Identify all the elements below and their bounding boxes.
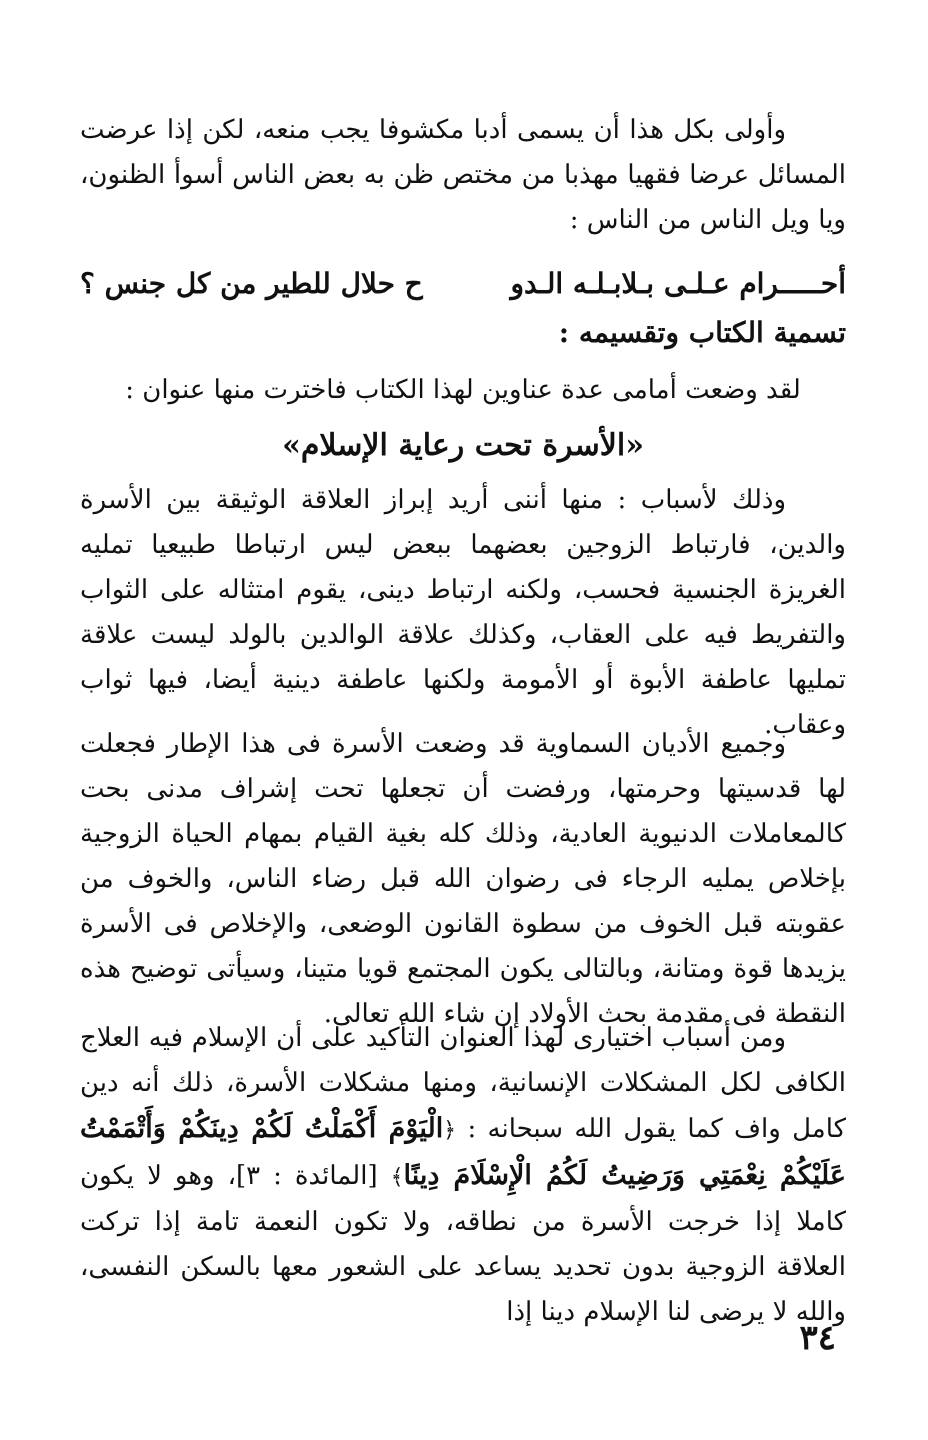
verse-first-hemistich: أحـــــرام عـلـى بـلابـلـه الـدو: [510, 266, 846, 300]
verse-second-hemistich: ح حلال للطير من كل جنس ؟: [80, 266, 423, 300]
paragraph-title-choice-start: ومن أسباب اختيارى لهذا العنوان التأكيد على أن الإسلام فيه العلاج الكافى لكل المشكلات الإنسانية، ومنها مشكلات الأسرة، ذلك أنه دين كامل واف كما يقول الله سبحانه :: [80, 1023, 847, 1144]
quran-open-bracket: ﴿: [443, 1118, 457, 1143]
paragraph-reasons: وذلك لأسباب : منها أننى أريد إبراز العلاقة الوثيقة بين الأسرة والدين، فارتباط الزوجين بعضهما ببعض ليس ارتباطا طبيعيا تمليه الغريزة الجنسية فحسب، ولكنه ارتباط دينى، يقوم امتثاله على الثواب والتفريط فيه على العقاب، وكذلك علاقة الوالدين بالولد ليست علاقة تمليها عاطفة الأبوة أو الأمومة ولكنها عاطفة دينية أيضا، فيها ثواب وعقاب.: [80, 485, 846, 740]
quran-verse: الْيَوْمَ أَكْمَلْتُ لَكُمْ دِينَكُمْ وَأَتْمَمْتُ عَلَيْكُمْ نِعْمَتِي وَرَضِيتُ لَكُمُ الْإِسْلَامَ دِينًا: [80, 1113, 846, 1191]
quran-close-bracket: ﴾: [390, 1165, 404, 1190]
page-number: ٣٤: [799, 1318, 836, 1358]
paragraph-title-choice: [80, 1016, 846, 1335]
quran-reference: [المائدة : ٣]: [236, 1161, 378, 1191]
section-heading: تسمية الكتاب وتقسيمه :: [558, 316, 846, 349]
intro-paragraph: وأولى بكل هذا أن يسمى أدبا مكشوفا يجب منعه، لكن إذا عرضت المسائل عرضا فقهيا مهذبا من مختص ظن به بعض الناس أسوأ الظنون، ويا ويل الناس من الناس :: [80, 115, 846, 235]
book-title: «الأسرة تحت رعاية الإسلام»: [282, 428, 644, 463]
paragraph-title-choice-end: ، وهو لا يكون كاملا إذا خرجت الأسرة من نطاقه، ولا تكون النعمة تامة إذا تركت العلاقة الزوجية بدون تحديد يساعد على الشعور معها بالسكن النفسى، والله لا يرضى لنا الإسلام دينا إذا: [80, 1161, 846, 1327]
poetry-verse: [80, 258, 846, 308]
titles-intro-line: لقد وضعت أمامى عدة عناوين لهذا الكتاب فاخترت منها عنوان :: [125, 375, 801, 405]
paragraph-religions: وجميع الأديان السماوية قد وضعت الأسرة فى هذا الإطار فجعلت لها قدسيتها وحرمتها، ورفضت أن تجعلها تحت إشراف مدنى بحت كالمعاملات الدنيوية العادية، وذلك كله بغية القيام بمهام الحياة الزوجية بإخلاص يمليه الرجاء فى رضوان الله قبل رضاء الناس، والخوف من عقوبته قبل الخوف من سطوة القانون الوضعى، والإخلاص فى الأسرة يزيدها قوة ومتانة، وبالتالى يكون المجتمع قويا متينا، وسيأتى توضيح هذه النقطة فى مقدمة بحث الأولاد إن شاء الله تعالى.: [80, 729, 846, 1029]
